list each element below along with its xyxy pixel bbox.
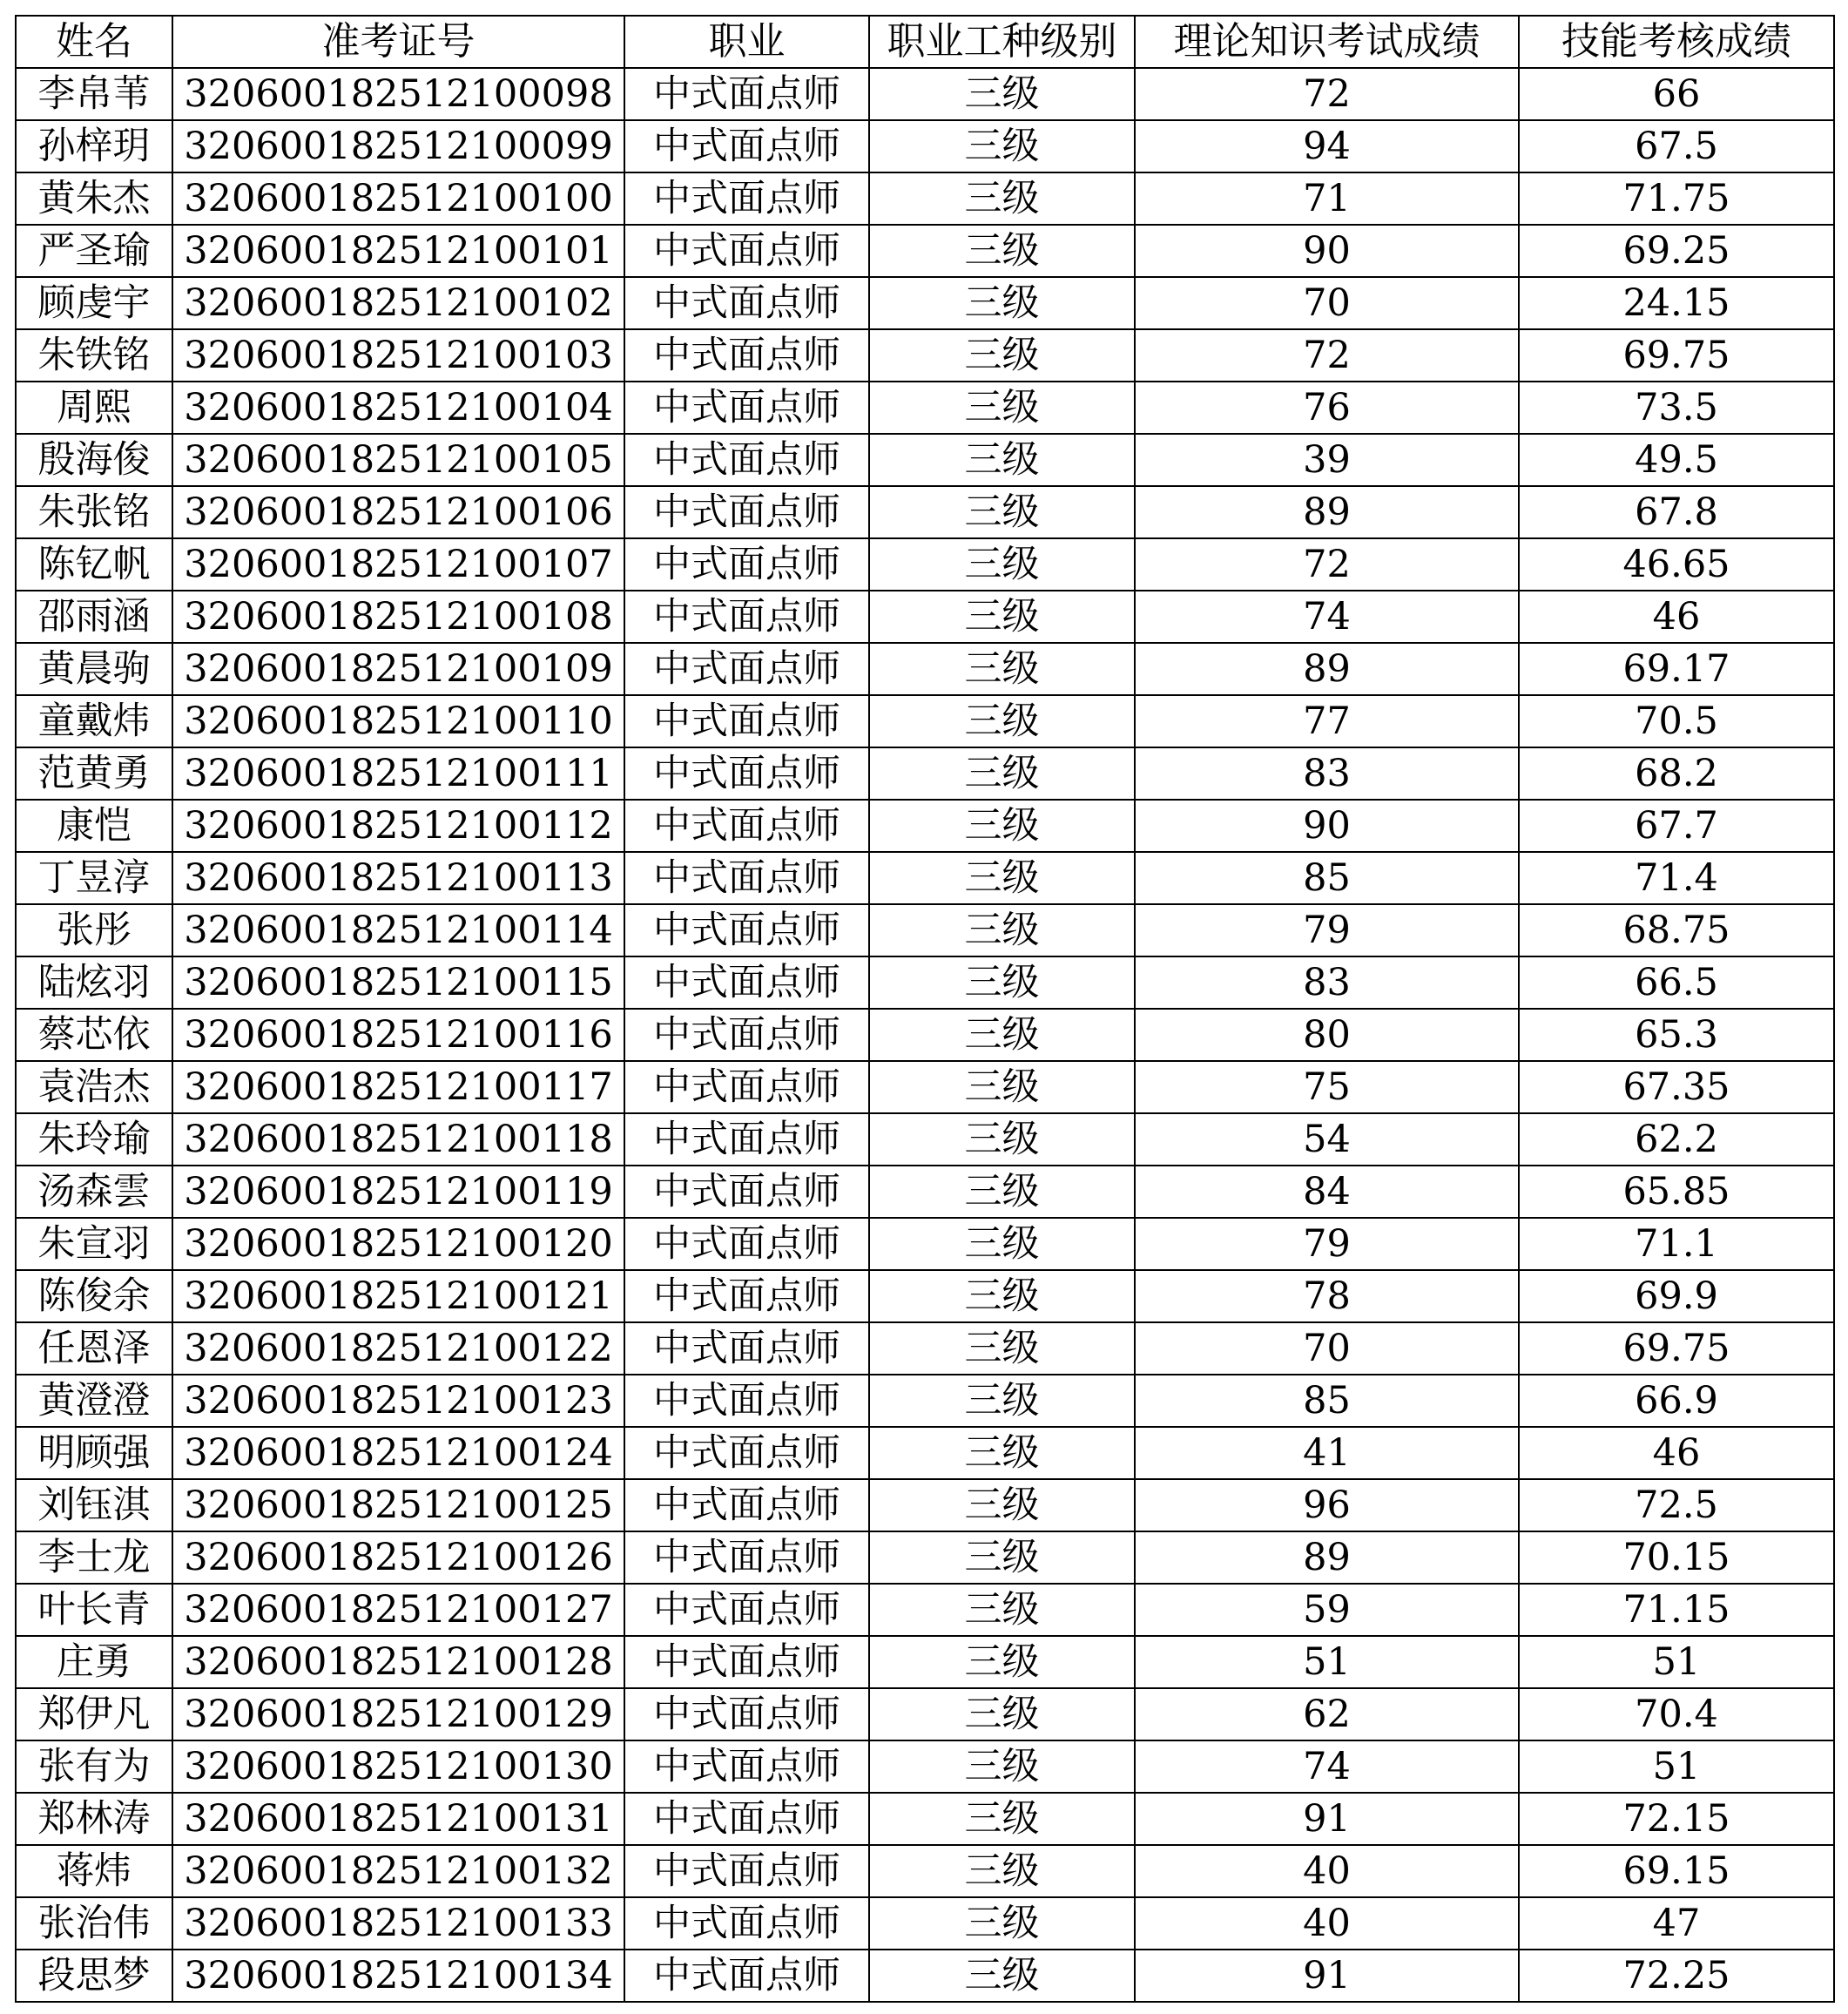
cell-skill-score: 51 [1519, 1740, 1834, 1793]
cell-ticket-number: 320600182512100112 [172, 800, 624, 852]
cell-name: 张治伟 [16, 1897, 172, 1950]
cell-occupation: 中式面点师 [624, 956, 869, 1009]
cell-occupation: 中式面点师 [624, 591, 869, 643]
cell-theory-score: 90 [1135, 225, 1519, 277]
cell-level: 三级 [869, 1375, 1135, 1427]
table-row [16, 1740, 1834, 1793]
table-row [16, 852, 1834, 904]
cell-name: 庄勇 [16, 1636, 172, 1688]
cell-skill-score: 62.2 [1519, 1113, 1834, 1166]
cell-occupation: 中式面点师 [624, 1427, 869, 1479]
cell-name: 朱玲瑜 [16, 1113, 172, 1166]
cell-theory-score: 79 [1135, 1218, 1519, 1270]
cell-theory-score: 71 [1135, 172, 1519, 225]
cell-occupation: 中式面点师 [624, 747, 869, 800]
cell-theory-score: 72 [1135, 329, 1519, 382]
cell-level: 三级 [869, 904, 1135, 956]
cell-name: 黄晨驹 [16, 643, 172, 695]
table-row [16, 904, 1834, 956]
cell-ticket-number: 320600182512100099 [172, 120, 624, 172]
cell-name: 刘钰淇 [16, 1479, 172, 1531]
cell-ticket-number: 320600182512100106 [172, 486, 624, 538]
cell-level: 三级 [869, 1322, 1135, 1375]
cell-ticket-number: 320600182512100110 [172, 695, 624, 747]
cell-occupation: 中式面点师 [624, 277, 869, 329]
table-row [16, 1531, 1834, 1584]
cell-theory-score: 41 [1135, 1427, 1519, 1479]
cell-ticket-number: 320600182512100127 [172, 1584, 624, 1636]
cell-skill-score: 69.17 [1519, 643, 1834, 695]
cell-level: 三级 [869, 1479, 1135, 1531]
cell-occupation: 中式面点师 [624, 1009, 869, 1061]
header-ticket-number: 准考证号 [172, 16, 624, 68]
cell-name: 范黄勇 [16, 747, 172, 800]
cell-skill-score: 67.8 [1519, 486, 1834, 538]
cell-theory-score: 74 [1135, 1740, 1519, 1793]
cell-occupation: 中式面点师 [624, 1531, 869, 1584]
cell-name: 殷海俊 [16, 434, 172, 486]
cell-level: 三级 [869, 643, 1135, 695]
cell-level: 三级 [869, 172, 1135, 225]
cell-occupation: 中式面点师 [624, 1793, 869, 1845]
cell-theory-score: 70 [1135, 277, 1519, 329]
cell-name: 黄朱杰 [16, 172, 172, 225]
cell-occupation: 中式面点师 [624, 538, 869, 591]
cell-ticket-number: 320600182512100128 [172, 1636, 624, 1688]
cell-level: 三级 [869, 68, 1135, 120]
table-row [16, 329, 1834, 382]
cell-level: 三级 [869, 120, 1135, 172]
cell-name: 明顾强 [16, 1427, 172, 1479]
table-row [16, 695, 1834, 747]
cell-name: 汤森雲 [16, 1166, 172, 1218]
cell-theory-score: 96 [1135, 1479, 1519, 1531]
cell-theory-score: 89 [1135, 486, 1519, 538]
cell-name: 丁昱淳 [16, 852, 172, 904]
table-row [16, 1113, 1834, 1166]
cell-name: 张有为 [16, 1740, 172, 1793]
cell-theory-score: 59 [1135, 1584, 1519, 1636]
cell-ticket-number: 320600182512100109 [172, 643, 624, 695]
cell-level: 三级 [869, 1113, 1135, 1166]
cell-level: 三级 [869, 1218, 1135, 1270]
cell-ticket-number: 320600182512100115 [172, 956, 624, 1009]
cell-ticket-number: 320600182512100105 [172, 434, 624, 486]
cell-skill-score: 24.15 [1519, 277, 1834, 329]
cell-occupation: 中式面点师 [624, 695, 869, 747]
cell-occupation: 中式面点师 [624, 68, 869, 120]
cell-ticket-number: 320600182512100117 [172, 1061, 624, 1113]
cell-level: 三级 [869, 956, 1135, 1009]
cell-theory-score: 79 [1135, 904, 1519, 956]
cell-skill-score: 70.4 [1519, 1688, 1834, 1740]
cell-occupation: 中式面点师 [624, 1270, 869, 1322]
cell-theory-score: 80 [1135, 1009, 1519, 1061]
cell-skill-score: 65.85 [1519, 1166, 1834, 1218]
cell-theory-score: 83 [1135, 956, 1519, 1009]
header-skill-score: 技能考核成绩 [1519, 16, 1834, 68]
cell-name: 陈俊余 [16, 1270, 172, 1322]
cell-occupation: 中式面点师 [624, 1636, 869, 1688]
table-row [16, 120, 1834, 172]
cell-ticket-number: 320600182512100116 [172, 1009, 624, 1061]
header-level: 职业工种级别 [869, 16, 1135, 68]
cell-skill-score: 65.3 [1519, 1009, 1834, 1061]
cell-level: 三级 [869, 1061, 1135, 1113]
cell-skill-score: 66 [1519, 68, 1834, 120]
cell-skill-score: 51 [1519, 1636, 1834, 1688]
cell-level: 三级 [869, 747, 1135, 800]
cell-level: 三级 [869, 1688, 1135, 1740]
table-row [16, 1270, 1834, 1322]
cell-ticket-number: 320600182512100111 [172, 747, 624, 800]
cell-occupation: 中式面点师 [624, 1688, 869, 1740]
table-row [16, 1322, 1834, 1375]
cell-name: 蔡芯依 [16, 1009, 172, 1061]
table-row [16, 172, 1834, 225]
header-occupation: 职业 [624, 16, 869, 68]
cell-occupation: 中式面点师 [624, 486, 869, 538]
cell-ticket-number: 320600182512100119 [172, 1166, 624, 1218]
header-theory-score: 理论知识考试成绩 [1135, 16, 1519, 68]
cell-level: 三级 [869, 1427, 1135, 1479]
cell-name: 任恩泽 [16, 1322, 172, 1375]
table-row [16, 1427, 1834, 1479]
cell-ticket-number: 320600182512100134 [172, 1950, 624, 2002]
cell-ticket-number: 320600182512100108 [172, 591, 624, 643]
cell-skill-score: 46 [1519, 591, 1834, 643]
cell-skill-score: 72.15 [1519, 1793, 1834, 1845]
cell-ticket-number: 320600182512100113 [172, 852, 624, 904]
cell-name: 朱张铭 [16, 486, 172, 538]
cell-theory-score: 91 [1135, 1950, 1519, 2002]
cell-name: 孙梓玥 [16, 120, 172, 172]
cell-ticket-number: 320600182512100098 [172, 68, 624, 120]
cell-theory-score: 84 [1135, 1166, 1519, 1218]
cell-theory-score: 70 [1135, 1322, 1519, 1375]
table-row [16, 1061, 1834, 1113]
cell-theory-score: 78 [1135, 1270, 1519, 1322]
cell-theory-score: 89 [1135, 643, 1519, 695]
cell-skill-score: 67.5 [1519, 120, 1834, 172]
table-row [16, 1375, 1834, 1427]
cell-level: 三级 [869, 1897, 1135, 1950]
cell-ticket-number: 320600182512100120 [172, 1218, 624, 1270]
cell-level: 三级 [869, 1845, 1135, 1897]
cell-level: 三级 [869, 852, 1135, 904]
cell-level: 三级 [869, 1009, 1135, 1061]
cell-theory-score: 74 [1135, 591, 1519, 643]
cell-name: 郑伊凡 [16, 1688, 172, 1740]
table-row [16, 1218, 1834, 1270]
cell-level: 三级 [869, 1166, 1135, 1218]
cell-skill-score: 68.2 [1519, 747, 1834, 800]
cell-ticket-number: 320600182512100107 [172, 538, 624, 591]
cell-occupation: 中式面点师 [624, 329, 869, 382]
table-row [16, 538, 1834, 591]
cell-theory-score: 54 [1135, 1113, 1519, 1166]
cell-name: 陆炫羽 [16, 956, 172, 1009]
cell-skill-score: 72.25 [1519, 1950, 1834, 2002]
cell-theory-score: 89 [1135, 1531, 1519, 1584]
cell-ticket-number: 320600182512100129 [172, 1688, 624, 1740]
cell-skill-score: 47 [1519, 1897, 1834, 1950]
cell-theory-score: 91 [1135, 1793, 1519, 1845]
table-row [16, 1845, 1834, 1897]
cell-ticket-number: 320600182512100102 [172, 277, 624, 329]
cell-theory-score: 77 [1135, 695, 1519, 747]
table-row [16, 956, 1834, 1009]
cell-skill-score: 69.15 [1519, 1845, 1834, 1897]
cell-occupation: 中式面点师 [624, 643, 869, 695]
cell-name: 李士龙 [16, 1531, 172, 1584]
cell-theory-score: 94 [1135, 120, 1519, 172]
cell-occupation: 中式面点师 [624, 1845, 869, 1897]
header-row [16, 16, 1834, 68]
cell-ticket-number: 320600182512100130 [172, 1740, 624, 1793]
cell-skill-score: 70.5 [1519, 695, 1834, 747]
table-row [16, 1897, 1834, 1950]
cell-occupation: 中式面点师 [624, 1166, 869, 1218]
cell-name: 邵雨涵 [16, 591, 172, 643]
table-row [16, 747, 1834, 800]
cell-occupation: 中式面点师 [624, 852, 869, 904]
header-name: 姓名 [16, 16, 172, 68]
table-row [16, 1166, 1834, 1218]
table-row [16, 486, 1834, 538]
cell-level: 三级 [869, 538, 1135, 591]
cell-occupation: 中式面点师 [624, 1950, 869, 2002]
cell-level: 三级 [869, 1531, 1135, 1584]
cell-theory-score: 40 [1135, 1897, 1519, 1950]
cell-theory-score: 85 [1135, 852, 1519, 904]
cell-level: 三级 [869, 800, 1135, 852]
cell-skill-score: 46.65 [1519, 538, 1834, 591]
cell-skill-score: 70.15 [1519, 1531, 1834, 1584]
cell-name: 黄澄澄 [16, 1375, 172, 1427]
cell-skill-score: 67.7 [1519, 800, 1834, 852]
cell-skill-score: 69.75 [1519, 1322, 1834, 1375]
cell-skill-score: 71.15 [1519, 1584, 1834, 1636]
cell-level: 三级 [869, 434, 1135, 486]
cell-level: 三级 [869, 695, 1135, 747]
cell-name: 严圣瑜 [16, 225, 172, 277]
cell-occupation: 中式面点师 [624, 382, 869, 434]
cell-skill-score: 68.75 [1519, 904, 1834, 956]
cell-ticket-number: 320600182512100118 [172, 1113, 624, 1166]
cell-ticket-number: 320600182512100131 [172, 1793, 624, 1845]
cell-theory-score: 62 [1135, 1688, 1519, 1740]
cell-occupation: 中式面点师 [624, 172, 869, 225]
cell-skill-score: 66.9 [1519, 1375, 1834, 1427]
table-row [16, 1584, 1834, 1636]
cell-name: 童戴炜 [16, 695, 172, 747]
cell-skill-score: 66.5 [1519, 956, 1834, 1009]
table-row [16, 277, 1834, 329]
cell-name: 叶长青 [16, 1584, 172, 1636]
cell-name: 段思梦 [16, 1950, 172, 2002]
table-row [16, 643, 1834, 695]
cell-name: 周熙 [16, 382, 172, 434]
cell-ticket-number: 320600182512100132 [172, 1845, 624, 1897]
cell-occupation: 中式面点师 [624, 1584, 869, 1636]
cell-ticket-number: 320600182512100104 [172, 382, 624, 434]
score-table [15, 15, 1835, 2003]
cell-skill-score: 69.9 [1519, 1270, 1834, 1322]
cell-skill-score: 69.75 [1519, 329, 1834, 382]
cell-level: 三级 [869, 1584, 1135, 1636]
cell-level: 三级 [869, 1636, 1135, 1688]
table-row [16, 1479, 1834, 1531]
cell-theory-score: 51 [1135, 1636, 1519, 1688]
cell-skill-score: 71.1 [1519, 1218, 1834, 1270]
table-row [16, 1636, 1834, 1688]
cell-theory-score: 83 [1135, 747, 1519, 800]
cell-ticket-number: 320600182512100122 [172, 1322, 624, 1375]
table-row [16, 1688, 1834, 1740]
cell-ticket-number: 320600182512100133 [172, 1897, 624, 1950]
cell-theory-score: 90 [1135, 800, 1519, 852]
cell-name: 李帛苇 [16, 68, 172, 120]
cell-skill-score: 46 [1519, 1427, 1834, 1479]
cell-occupation: 中式面点师 [624, 1740, 869, 1793]
cell-level: 三级 [869, 1740, 1135, 1793]
cell-ticket-number: 320600182512100101 [172, 225, 624, 277]
cell-theory-score: 39 [1135, 434, 1519, 486]
cell-occupation: 中式面点师 [624, 1322, 869, 1375]
cell-name: 康恺 [16, 800, 172, 852]
cell-name: 陈钇帆 [16, 538, 172, 591]
cell-ticket-number: 320600182512100124 [172, 1427, 624, 1479]
cell-theory-score: 85 [1135, 1375, 1519, 1427]
cell-occupation: 中式面点师 [624, 225, 869, 277]
table-row [16, 68, 1834, 120]
cell-theory-score: 75 [1135, 1061, 1519, 1113]
cell-occupation: 中式面点师 [624, 434, 869, 486]
cell-name: 朱铁铭 [16, 329, 172, 382]
cell-theory-score: 72 [1135, 538, 1519, 591]
table-row [16, 1793, 1834, 1845]
cell-skill-score: 49.5 [1519, 434, 1834, 486]
score-sheet [15, 15, 1835, 2003]
cell-theory-score: 40 [1135, 1845, 1519, 1897]
cell-ticket-number: 320600182512100114 [172, 904, 624, 956]
cell-occupation: 中式面点师 [624, 1375, 869, 1427]
table-row [16, 434, 1834, 486]
cell-level: 三级 [869, 277, 1135, 329]
table-row [16, 1009, 1834, 1061]
cell-level: 三级 [869, 382, 1135, 434]
cell-level: 三级 [869, 1950, 1135, 2002]
cell-skill-score: 71.75 [1519, 172, 1834, 225]
cell-skill-score: 72.5 [1519, 1479, 1834, 1531]
cell-ticket-number: 320600182512100121 [172, 1270, 624, 1322]
table-row [16, 591, 1834, 643]
cell-name: 蒋炜 [16, 1845, 172, 1897]
cell-occupation: 中式面点师 [624, 800, 869, 852]
cell-level: 三级 [869, 1270, 1135, 1322]
cell-skill-score: 67.35 [1519, 1061, 1834, 1113]
table-row [16, 225, 1834, 277]
table-row [16, 800, 1834, 852]
cell-occupation: 中式面点师 [624, 1479, 869, 1531]
cell-occupation: 中式面点师 [624, 1061, 869, 1113]
cell-ticket-number: 320600182512100126 [172, 1531, 624, 1584]
cell-level: 三级 [869, 225, 1135, 277]
cell-occupation: 中式面点师 [624, 1113, 869, 1166]
table-row [16, 382, 1834, 434]
cell-name: 朱宣羽 [16, 1218, 172, 1270]
cell-skill-score: 71.4 [1519, 852, 1834, 904]
cell-level: 三级 [869, 1793, 1135, 1845]
cell-occupation: 中式面点师 [624, 1218, 869, 1270]
cell-occupation: 中式面点师 [624, 120, 869, 172]
cell-ticket-number: 320600182512100125 [172, 1479, 624, 1531]
cell-occupation: 中式面点师 [624, 1897, 869, 1950]
cell-occupation: 中式面点师 [624, 904, 869, 956]
cell-name: 张彤 [16, 904, 172, 956]
table-row [16, 1950, 1834, 2002]
cell-level: 三级 [869, 486, 1135, 538]
cell-theory-score: 72 [1135, 68, 1519, 120]
cell-name: 袁浩杰 [16, 1061, 172, 1113]
cell-level: 三级 [869, 329, 1135, 382]
cell-ticket-number: 320600182512100103 [172, 329, 624, 382]
cell-theory-score: 76 [1135, 382, 1519, 434]
table-body [16, 68, 1834, 2002]
cell-skill-score: 69.25 [1519, 225, 1834, 277]
cell-skill-score: 73.5 [1519, 382, 1834, 434]
cell-ticket-number: 320600182512100100 [172, 172, 624, 225]
cell-name: 顾虔宇 [16, 277, 172, 329]
cell-name: 郑林涛 [16, 1793, 172, 1845]
cell-level: 三级 [869, 591, 1135, 643]
cell-ticket-number: 320600182512100123 [172, 1375, 624, 1427]
